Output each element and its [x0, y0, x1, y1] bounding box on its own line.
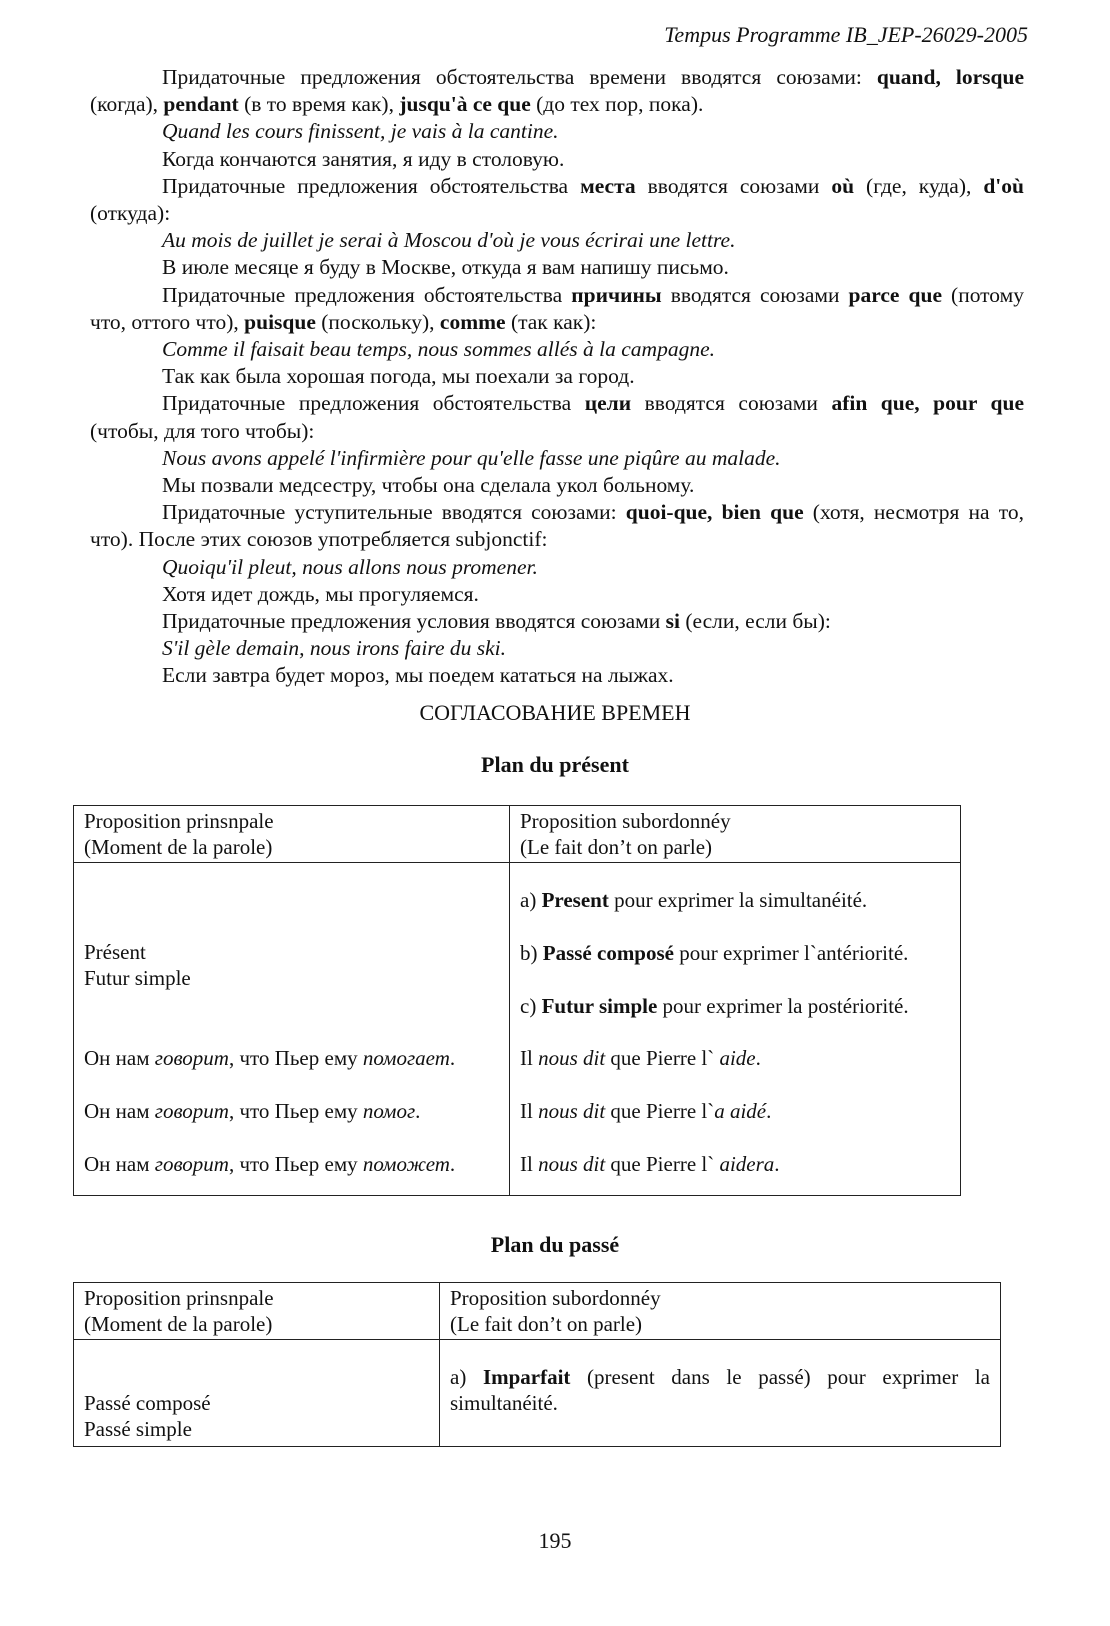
table-row: [74, 1340, 1001, 1447]
example-fr: Nous avons appelé l'infirmière pour qu'elle fasse une piqûre au malade.: [162, 445, 781, 470]
table-head-cell: Proposition subordonnéy (Le fait don’t on parle): [440, 1283, 1001, 1340]
example-fr: Il nous dit que Pierre l` aide.: [520, 1046, 761, 1070]
example-fr: Quoiqu'il pleut, nous allons nous promener.: [162, 554, 538, 579]
plan-present-title: Plan du présent: [481, 752, 629, 777]
example-ru: Хотя идет дождь, мы прогуляемся.: [162, 581, 479, 606]
example-fr: Quand les cours finissent, je vais à la cantine.: [162, 119, 559, 144]
example-ru: Он нам говорит, что Пьер ему помог.: [84, 1099, 421, 1123]
table-header-row: [74, 806, 961, 863]
example-fr: Il nous dit que Pierre l`a aidé.: [520, 1099, 772, 1123]
table-row: [74, 863, 961, 1196]
rule-a: a) Imparfait (present dans le passé) pour exprimer la simultanéité.: [450, 1365, 990, 1415]
table-cell-left: Présent Futur simple Он нам говорит, что Пьер ему помогает. Он нам говорит, что Пьер ему помог. Он нам говорит, что Пьер ему поможет.: [74, 863, 510, 1196]
paragraph-concession: Придаточные уступительные вводятся союзами: quoi-que, bien que (хотя, несмотря на то, что). После этих союзов употребляется subjonctif:: [90, 500, 1024, 552]
example-ru: Когда кончаются занятия, я иду в столовую.: [162, 146, 565, 171]
paragraph-time: Придаточные предложения обстоятельства времени вводятся союзами: quand, lorsque (когда), pendant (в то время как), jusqu'à ce que (до тех пор, пока).: [90, 65, 1024, 117]
example-ru: Мы позвали медсестру, чтобы она сделала укол больному.: [162, 473, 695, 498]
paragraph-cause: Придаточные предложения обстоятельства причины вводятся союзами parce que (потому что, оттого что), puisque (поскольку), comme (так как):: [90, 282, 1024, 334]
plan-passe-title: Plan du passé: [490, 1232, 620, 1257]
table-cell-left: Passé composé Passé simple: [74, 1340, 440, 1447]
running-header: Tempus Programme IB_JEP-26029-2005: [664, 22, 1028, 47]
paragraph-purpose: Придаточные предложения обстоятельства цели вводятся союзами afin que, pour que (чтобы, для того чтобы):: [90, 391, 1024, 443]
rule-c: c) Futur simple pour exprimer la postériorité.: [520, 994, 909, 1018]
example-fr: Il nous dit que Pierre l` aidera.: [520, 1152, 780, 1176]
rule-a: a) Present pour exprimer la simultanéité.: [520, 888, 868, 912]
paragraph-place: Придаточные предложения обстоятельства места вводятся союзами où (где, куда), d'où (откуда):: [90, 173, 1024, 226]
example-ru: Так как была хорошая погода, мы поехали за город.: [162, 364, 635, 389]
section-title: СОГЛАСОВАНИЕ ВРЕМЕН: [419, 700, 691, 725]
rule-b: b) Passé composé pour exprimer l`antériorité.: [520, 941, 909, 965]
example-fr: S'il gèle demain, nous irons faire du ski.: [162, 636, 506, 661]
table-cell-right: [440, 1340, 1001, 1447]
table-header-row: [74, 1283, 1001, 1340]
example-ru: Он нам говорит, что Пьер ему помогает.: [84, 1046, 456, 1070]
body-text: [90, 64, 1024, 690]
example-fr: Au mois de juillet je serai à Moscou d'où je vous écrirai une lettre.: [162, 228, 736, 253]
paragraph-condition: Придаточные предложения условия вводятся союзами si (если, если бы):: [162, 609, 831, 634]
table-cell-right: [510, 863, 961, 1196]
plan-present-table: [73, 805, 961, 1196]
example-ru: Он нам говорит, что Пьер ему поможет.: [84, 1152, 456, 1176]
example-ru: Если завтра будет мороз, мы поедем кататься на лыжах.: [162, 663, 674, 688]
example-fr: Comme il faisait beau temps, nous sommes allés à la campagne.: [162, 337, 715, 362]
example-ru: В июле месяце я буду в Москве, откуда я вам напишу письмо.: [162, 255, 729, 280]
table-head-cell: Proposition subordonnéy (Le fait don’t on parle): [510, 806, 961, 863]
plan-passe-table: [73, 1282, 1001, 1447]
table-head-cell: Proposition prinsnpale (Moment de la parole): [74, 806, 510, 863]
table-head-cell: Proposition prinsnpale (Moment de la parole): [74, 1283, 440, 1340]
page-number: 195: [538, 1528, 572, 1553]
